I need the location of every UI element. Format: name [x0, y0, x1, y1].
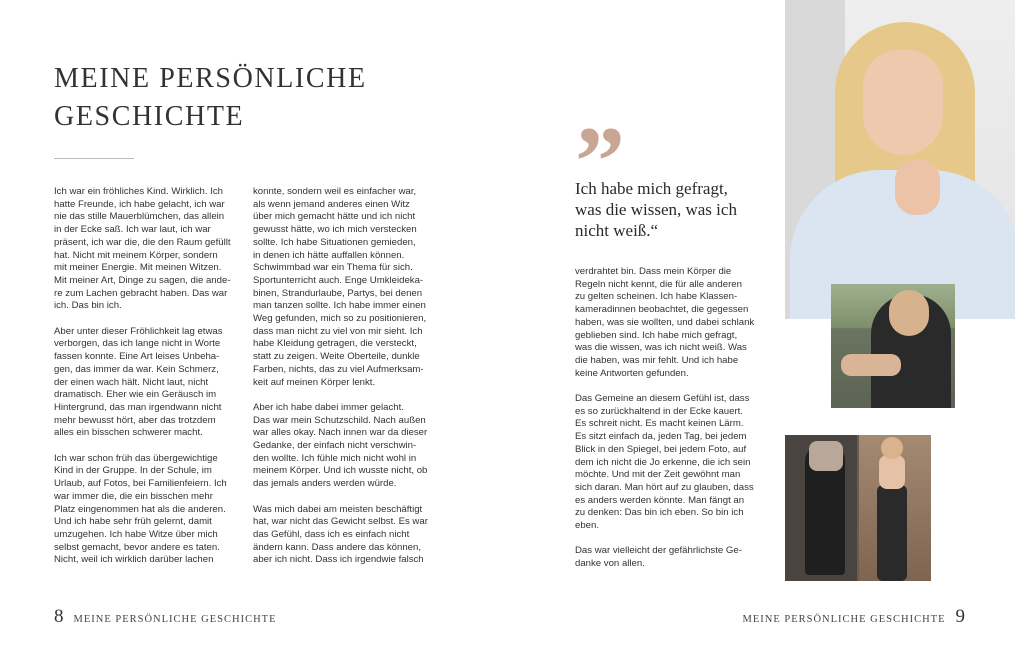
page-number-right: 9	[955, 606, 965, 627]
footer-right	[743, 606, 966, 628]
running-title-right: MEINE PERSÖNLICHE GESCHICHTE	[742, 614, 946, 625]
photo-arm	[841, 354, 901, 376]
photo-face	[863, 50, 943, 155]
paragraph: Aber unter dieser Fröhlichkeit lag etwas verborgen, das ich lange nicht in Worte fassen konnte. Eine Art leises Unbeha- gen, das immer da war. Kein Schmerz, der einen wach hält. Nicht laut, nicht dramatisch. Eher wie ein Geräusch im Hintergrund, das man irgendwann nicht mehr bewusst hört, aber das trotzdem alles ein bisschen schwerer macht.	[54, 325, 223, 439]
photo-head	[889, 290, 929, 336]
quote-mark-icon: ”	[575, 106, 619, 217]
footer-left	[54, 606, 277, 628]
photo-hand	[895, 160, 940, 215]
mirror-selfie-photos	[785, 435, 931, 581]
photo-head	[881, 437, 903, 459]
mirror-selfie-right	[859, 435, 931, 581]
page-number-left: 8	[54, 606, 64, 627]
text-column-2	[253, 186, 438, 580]
title-divider	[54, 158, 134, 159]
chapter-title: MEINE PERSÖNLICHE GESCHICHTE	[54, 63, 367, 132]
paragraph: Ich war schon früh das übergewichtige Kind in der Gruppe. In der Schule, im Urlaub, auf Fotos, bei Familienfeiern. Ich war immer die, die ein bisschen mehr Platz eingenommen hat als die anderen. Und ich habe sehr früh gelernt, damit umzugehen. Ich habe Witze über mich selbst gemacht, bevor andere es taten. Nicht, weil ich wirklich darüber lachen	[54, 452, 227, 566]
pull-quote: Ich habe mich gefragt, was die wissen, was ich nicht weiß.“	[575, 179, 737, 240]
photo-legs	[877, 485, 907, 581]
portrait-photo	[785, 0, 1015, 319]
mirror-selfie-left	[785, 435, 857, 581]
paragraph: Das Gemeine an diesem Gefühl ist, dass es so zurückhaltend in der Ecke kauert. Es schreit nicht. Es macht keinen Lärm. Es sitzt einfach da, jeden Tag, bei jedem Blick in den Spiegel, bei jedem Foto, auf dem ich nicht die Jo erkenne, die ich sein möchte. Und mit der Zeit gewöhnt man sich daran. Man hört auf zu glauben, dass es anders werden könnte. Man fängt an zu denken: Das bin ich eben. So bin ich eben.	[575, 393, 754, 532]
text-column-3	[575, 266, 760, 584]
paragraph: Was mich dabei am meisten beschäftigt hat, war nicht das Gewicht selbst. Es war das Gefühl, dass ich es einfach nicht ändern kann. Dass andere das können, aber ich nicht. Dass ich irgendwie falsch	[253, 503, 428, 566]
photo-top	[809, 441, 843, 471]
paragraph: Ich war ein fröhliches Kind. Wirklich. Ich hatte Freunde, ich habe gelacht, ich war nie das stille Mauerblümchen, das allein in der Ecke saß. Ich war laut, ich war präsent, ich war die, die den Raum gefüllt hat. Nicht mit meinem Körper, sondern mit meiner Energie. Mit meinen Witzen. Mit meiner Art, Dinge zu sagen, die ande- re zum Lachen gebracht haben. Das war ich. Das bin ich.	[54, 186, 231, 312]
paragraph: Das war vielleicht der gefährlichste Ge- danke von allen.	[575, 545, 742, 570]
paragraph: konnte, sondern weil es einfacher war, als wenn jemand anderes einen Witz über mich gemacht hätte und ich nicht gewusst hätte, wo ich mich verstecken sollte. Ich habe Situationen gemieden, in denen ich hätte auffallen können. Schwimmbad war ein Thema für sich. Sportunterricht auch. Enge Umkleideka- binen, Strandurlaube, Partys, bei denen man tanzen sollte. Ich habe immer einen Weg gefunden, mich so zu positionieren, dass man nicht zu viel von mir sieht. Ich habe Kleidung getragen, die versteckt, statt zu zeigen. Weite Oberteile, dunkle Farben, nichts, das zu viel Aufmerksam- keit auf meinen Körper lenkt.	[253, 186, 427, 388]
paragraph: Aber ich habe dabei immer gelacht. Das war mein Schutzschild. Nach außen war alles okay. Nach innen war da dieser Gedanke, der einfach nicht verschwin- den wollte. Ich fühle mich nicht wohl in meinem Körper. Und ich wusste nicht, ob das jemals anders werden würde.	[253, 401, 428, 490]
photo-torso	[879, 455, 905, 489]
text-column-1	[54, 186, 239, 580]
childhood-photo	[831, 284, 955, 408]
paragraph: verdrahtet bin. Dass mein Körper die Regeln nicht kennt, die für alle anderen zu gelten scheinen. Ich habe Klassen- kameradinnen beobachtet, die gegessen haben, was sie wollten, und dabei schlank geblieben sind. Ich habe mich gefragt, was die wissen, was ich nicht weiß. Was die haben, was mir fehlt. Und ich habe keine Antworten gefunden.	[575, 266, 755, 379]
running-title-left: MEINE PERSÖNLICHE GESCHICHTE	[73, 614, 277, 625]
